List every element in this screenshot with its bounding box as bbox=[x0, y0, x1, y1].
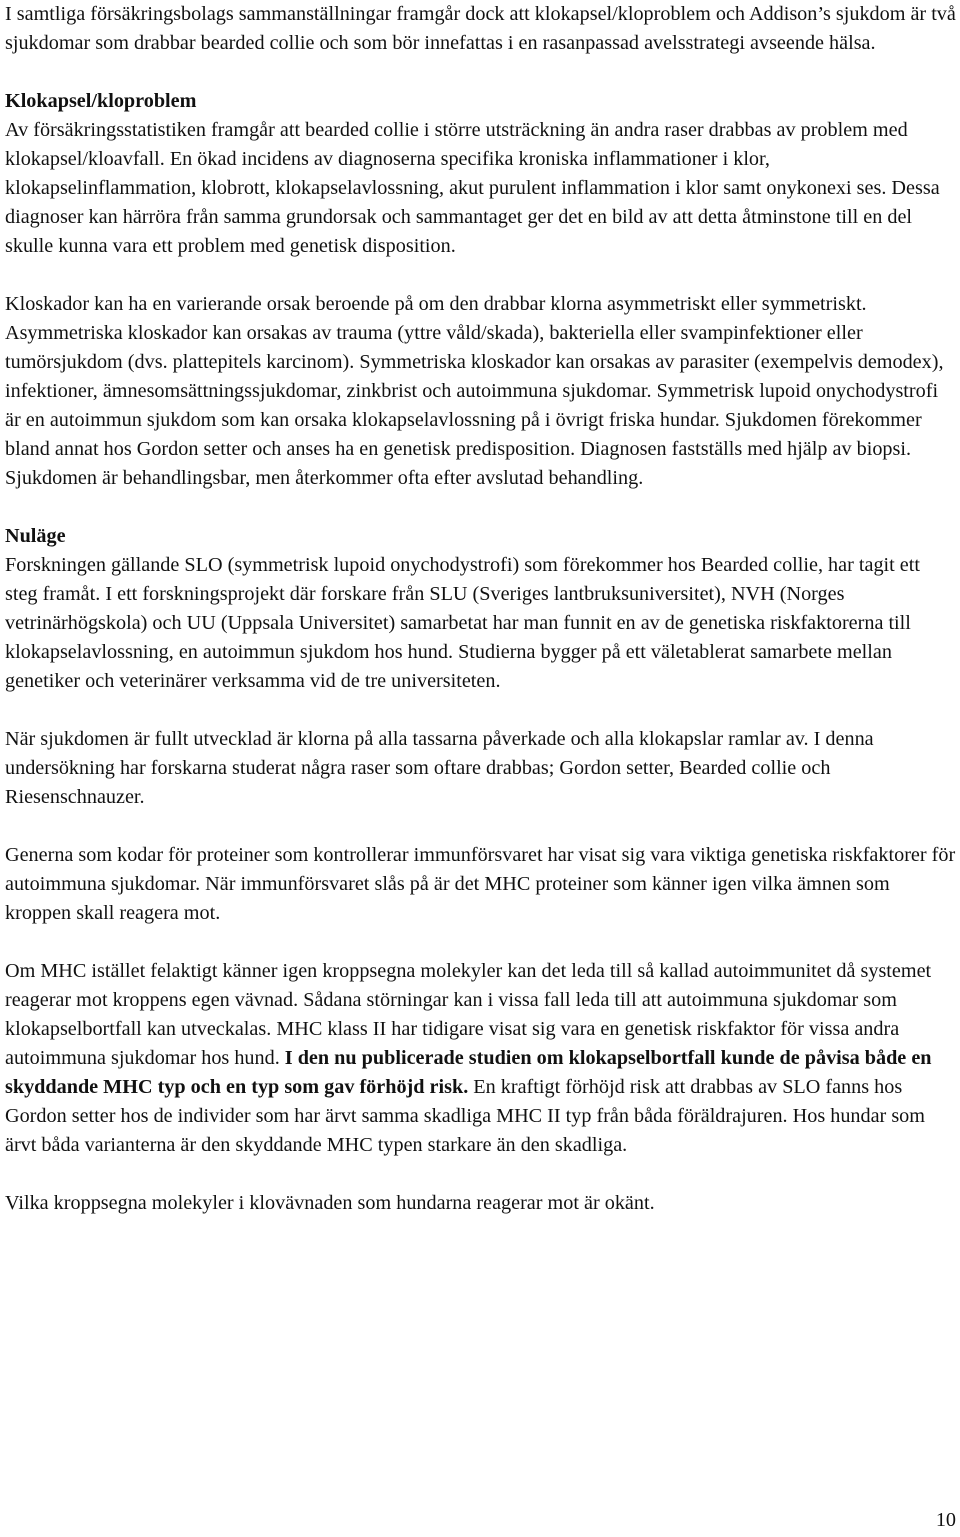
section-heading-klokapsel: Klokapsel/kloproblem bbox=[5, 90, 197, 112]
paragraph-nulage-3: Generna som kodar för proteiner som kontrollerar immunförsvaret har visat sig vara viktiga genetiska riskfaktorer för autoimmuna sjukdomar. När immunförsvaret slås på är det MHC proteiner som känner igen vilka ämnen som kroppen skall reagera mot. bbox=[5, 844, 956, 924]
section-heading-nulage: Nuläge bbox=[5, 525, 66, 547]
paragraph-nulage-2: När sjukdomen är fullt utvecklad är klorna på alla tassarna påverkade och alla klokapslar ramlar av. I denna undersökning har forskarna studerat några raser som oftare drabbas; Gordon setter, Bearded collie och Riesenschnauzer. bbox=[5, 728, 874, 808]
page-number: 10 bbox=[935, 1509, 956, 1531]
paragraph-klokapsel-2: Kloskador kan ha en varierande orsak beroende på om den drabbar klorna asymmetriskt eller symmetriskt. Asymmetriska kloskador kan orsakas av trauma (yttre våld/skada), bakteriella eller svampinfektioner eller tumörsjukdom (dvs. plattepitels karcinom). Symmetriska kloskador kan orsakas av parasiter (exempelvis demodex), infektioner, ämnesomsättningssjukdomar, zinkbrist och autoimmuna sjukdomar. Symmetrisk lupoid onychodystrofi är en autoimmun sjukdom som kan orsaka klokapselavlossning på i övrigt friska hundar. Sjukdomen förekommer bland annat hos Gordon setter och anses ha en genetisk predisposition. Diagnosen fastställs med hjälp av biopsi. Sjukdomen är behandlingsbar, men återkommer ofta efter avslutad behandling. bbox=[5, 293, 944, 489]
paragraph-nulage-4 bbox=[5, 957, 957, 1160]
paragraph-nulage-4-bold: I den nu publicerade studien om klokapselbortfall kunde de påvisa både en skyddande MHC typ och en typ som gav förhöjd risk. bbox=[5, 1047, 932, 1098]
paragraph-nulage-1: Forskningen gällande SLO (symmetrisk lupoid onychodystrofi) som förekommer hos Bearded collie, har tagit ett steg framåt. I ett forskningsprojekt där forskare från SLU (Sveriges lantbruksuniversitet), NVH (Norges vetrinärhögskola) och UU (Uppsala Universitet) samarbetat har man funnit en av de genetiska riskfaktorerna till klokapselavlossning, en autoimmun sjukdom hos hund. Studierna bygger på ett väletablerat samarbete mellan genetiker och veterinärer verksamma vid de tre universiteten. bbox=[5, 554, 920, 692]
document-body bbox=[5, 0, 957, 1218]
paragraph-klokapsel-1: Av försäkringsstatistiken framgår att bearded collie i större utsträckning än andra raser drabbas av problem med klokapsel/kloavfall. En ökad incidens av diagnoserna specifika kroniska inflammationer i klor, klokapselinflammation, klobrott, klokapselavlossning, akut purulent inflammation i klor samt onykonexi ses. Dessa diagnoser kan härröra från samma grundorsak och sammantaget ger det en bild av att detta åtminstone till en del skulle kunna vara ett problem med genetisk disposition. bbox=[5, 119, 940, 257]
paragraph-nulage-4-start: Om MHC istället felaktigt känner igen kroppsegna molekyler kan det leda till så kallad autoimmunitet då systemet reagerar mot kroppens egen vävnad. Sådana störningar kan i vissa fall leda till att autoimmuna sjukdomar som klokapselbortfall kan utveckalas. MHC klass II har tidigare visat sig vara en genetisk riskfaktor för vissa andra autoimmuna sjukdomar hos hund. bbox=[5, 960, 932, 1069]
paragraph-nulage-5: Vilka kroppsegna molekyler i klovävnaden som hundarna reagerar mot är okänt. bbox=[5, 1192, 655, 1214]
intro-paragraph: I samtliga försäkringsbolags sammanställningar framgår dock att klokapsel/kloproblem och Addison’s sjukdom är två sjukdomar som drabbar bearded collie och som bör innefattas i en rasanpassad avelsstrategi avseende hälsa. bbox=[5, 3, 956, 54]
paragraph-nulage-4-end: En kraftigt förhöjd risk att drabbas av SLO fanns hos Gordon setter hos de individer som har ärvt samma skadliga MHC II typ från båda föräldrajuren. Hos hundar som ärvt båda varianterna är den skyddande MHC typen starkare än den skadliga. bbox=[5, 1076, 925, 1156]
